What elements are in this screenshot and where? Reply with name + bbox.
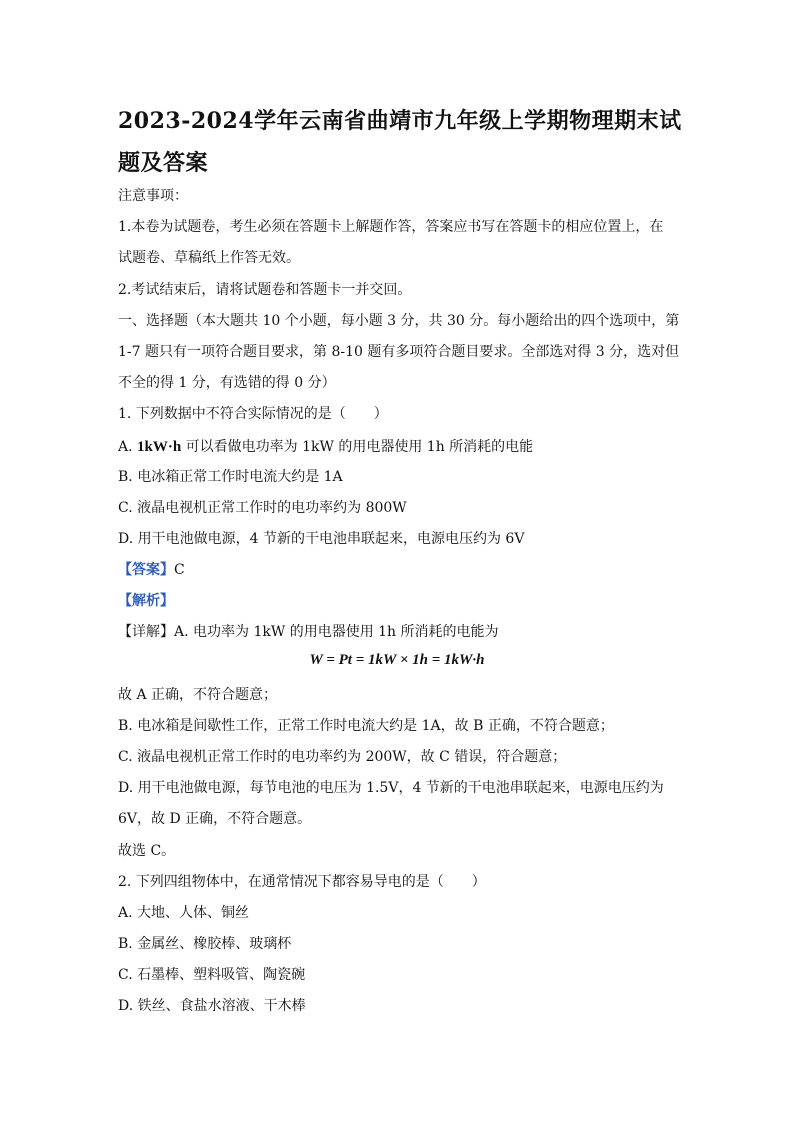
notice-heading: 注意事项： bbox=[118, 188, 188, 204]
question-2-option-c: C. 石墨棒、塑料吸管、陶瓷碗 bbox=[118, 967, 306, 983]
question-1-conclusion: 故选 C。 bbox=[118, 843, 176, 859]
analysis-tag: 【解析】 bbox=[118, 593, 174, 609]
answer-value: C bbox=[174, 562, 185, 578]
section-heading-line-3: 不全的得 1 分，有选错的得 0 分） bbox=[118, 375, 336, 391]
answer-tag: 【答案】 bbox=[118, 562, 174, 578]
detail-tag: 【详解】 bbox=[118, 624, 174, 640]
notice-item-1-line-1: 1.本卷为试题卷，考生必须在答题卡上解题作答，答案应书写在答题卡的相应位置上，在 bbox=[118, 219, 664, 235]
question-1-option-a bbox=[118, 437, 533, 457]
notice-item-1-line-2: 试题卷、草稿纸上作答无效。 bbox=[118, 250, 300, 266]
question-2-option-d: D. 铁丝、食盐水溶液、干木棒 bbox=[118, 998, 306, 1014]
detail-a-text: A. 电功率为 1kW 的用电器使用 1h 所消耗的电能为 bbox=[174, 624, 499, 640]
question-1-option-c: C. 液晶电视机正常工作时的电功率约为 800W bbox=[118, 500, 407, 516]
question-1-option-d: D. 用干电池做电源，4 节新的干电池串联起来，电源电压约为 6V bbox=[118, 531, 525, 547]
detail-line-a bbox=[118, 622, 499, 642]
detail-after-a: 故 A 正确，不符合题意； bbox=[118, 687, 278, 703]
question-1-stem: 1. 下列数据中不符合实际情况的是（ ） bbox=[118, 406, 388, 422]
analysis-line bbox=[118, 591, 174, 611]
section-heading-line-2: 1-7 题只有一项符合题目要求，第 8-10 题有多项符合题目要求。全部选对得 3 分，选对但 bbox=[118, 344, 680, 360]
option-a-math: 1kW·h bbox=[137, 439, 182, 455]
notice-item-2: 2.考试结束后，请将试题卷和答题卡一并交回。 bbox=[118, 282, 412, 298]
answer-line bbox=[118, 560, 185, 580]
detail-line-d-1: D. 用干电池做电源，每节电池的电压为 1.5V，4 节新的干电池串联起来，电源电压约为 bbox=[118, 780, 664, 796]
document-title: 2023-2024学年云南省曲靖市九年级上学期物理期末试题及答案 bbox=[118, 108, 682, 176]
section-heading-line-1: 一、选择题（本大题共 10 个小题，每小题 3 分，共 30 分。每小题给出的四个选项中，第 bbox=[118, 313, 680, 329]
question-2-stem: 2. 下列四组物体中，在通常情况下都容易导电的是（ ） bbox=[118, 874, 486, 890]
option-a-prefix: A. bbox=[118, 439, 138, 455]
question-2-option-b: B. 金属丝、橡胶棒、玻璃杯 bbox=[118, 936, 292, 952]
detail-line-b: B. 电冰箱是间歇性工作，正常工作时电流大约是 1A，故 B 正确，不符合题意； bbox=[118, 718, 614, 734]
detail-line-d-2: 6V，故 D 正确，不符合题意。 bbox=[118, 811, 312, 827]
detail-line-c: C. 液晶电视机正常工作时的电功率约为 200W，故 C 错误，符合题意； bbox=[118, 749, 567, 765]
energy-formula: W = Pt = 1kW × 1h = 1kW·h bbox=[309, 652, 485, 668]
question-2-option-a: A. 大地、人体、铜丝 bbox=[118, 905, 250, 921]
question-1-option-b: B. 电冰箱正常工作时电流大约是 1A bbox=[118, 469, 343, 485]
option-a-text: 可以看做电功率为 1kW 的用电器使用 1h 所消耗的电能 bbox=[181, 439, 534, 455]
